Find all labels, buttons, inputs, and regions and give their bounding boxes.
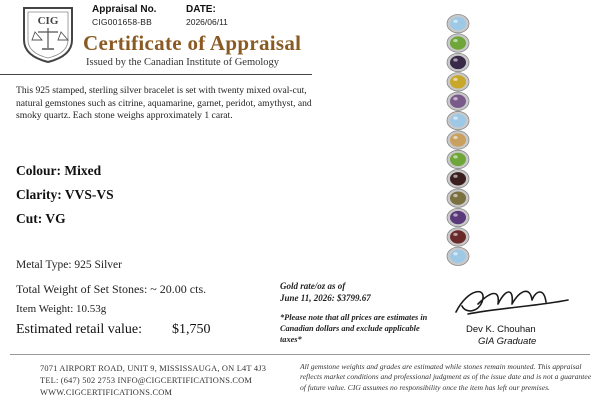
certificate-title: Certificate of Appraisal bbox=[83, 31, 302, 55]
contact-line: TEL: (647) 502 2753 INFO@CIGCERTIFICATIONS.COM bbox=[40, 376, 253, 385]
disclaimer-text: All gemstone weights and grades are estimated while stones remain mounted. This appraisal reflects market conditions and professional judgment as of the issue date and is not a guarantee of future value. CIG assumes no responsibility once the item has left our premises. bbox=[300, 362, 592, 392]
website-line: WWW.CIGCERTIFICATIONS.COM bbox=[40, 388, 173, 397]
bracelet-stone bbox=[447, 73, 469, 91]
date-label: DATE: bbox=[186, 4, 216, 15]
date-value: 2026/06/11 bbox=[186, 17, 228, 27]
bracelet-stone bbox=[447, 150, 469, 168]
bracelet-stone bbox=[447, 228, 469, 246]
bracelet-stone bbox=[447, 53, 469, 71]
set-stones-weight: Total Weight of Set Stones: ~ 20.00 cts. bbox=[16, 282, 207, 296]
cig-seal-icon bbox=[18, 4, 78, 64]
gold-rate-value: June 11, 2026: $3799.67 bbox=[280, 293, 371, 303]
signatory-title: GIA Graduate bbox=[478, 336, 537, 347]
appraisal-number-label: Appraisal No. bbox=[92, 4, 157, 15]
seal-text: CIG bbox=[37, 15, 59, 27]
cut-grade: Cut: VG bbox=[16, 211, 66, 226]
clarity-grade: Clarity: VVS-VS bbox=[16, 187, 114, 202]
bracelet-stone bbox=[447, 189, 469, 207]
bracelet-stone bbox=[447, 131, 469, 149]
certificate-subtitle: Issued by the Canadian Institute of Gemology bbox=[86, 57, 280, 68]
item-weight: Item Weight: 10.53g bbox=[16, 303, 107, 315]
item-description: This 925 stamped, sterling silver bracelet is set with twenty mixed oval-cut, natural gemstones such as citrine, aquamarine, garnet, peridot, amythyst, and smoky quartz. Each stone weighs approximately 1 carat. bbox=[16, 85, 312, 122]
bracelet-stone bbox=[447, 15, 469, 33]
retail-value: $1,750 bbox=[172, 322, 211, 337]
metal-type: Metal Type: 925 Silver bbox=[16, 259, 122, 271]
colour-grade: Colour: Mixed bbox=[16, 163, 102, 178]
bracelet-stone bbox=[447, 170, 469, 188]
header-divider bbox=[0, 74, 312, 75]
bracelet-stone bbox=[447, 111, 469, 129]
footer-divider bbox=[10, 354, 590, 355]
bracelet-stone bbox=[447, 92, 469, 110]
price-note: *Please note that all prices are estimates in Canadian dollars and exclude applicable taxes* bbox=[280, 313, 428, 344]
bracelet-stone bbox=[447, 34, 469, 52]
appraisal-number: CIG001658-BB bbox=[92, 17, 153, 27]
retail-value-label: Estimated retail value: bbox=[16, 322, 142, 337]
address-line: 7071 AIRPORT ROAD, UNIT 9, MISSISSAUGA, ON L4T 4J3 bbox=[40, 364, 267, 373]
signatory-name: Dev K. Chouhan bbox=[466, 324, 536, 335]
signature-image bbox=[448, 282, 573, 320]
bracelet-stone bbox=[447, 208, 469, 226]
bracelet-photo bbox=[440, 14, 476, 266]
bracelet-stone bbox=[447, 247, 469, 265]
gold-rate-label: Gold rate/oz as of bbox=[280, 281, 346, 291]
